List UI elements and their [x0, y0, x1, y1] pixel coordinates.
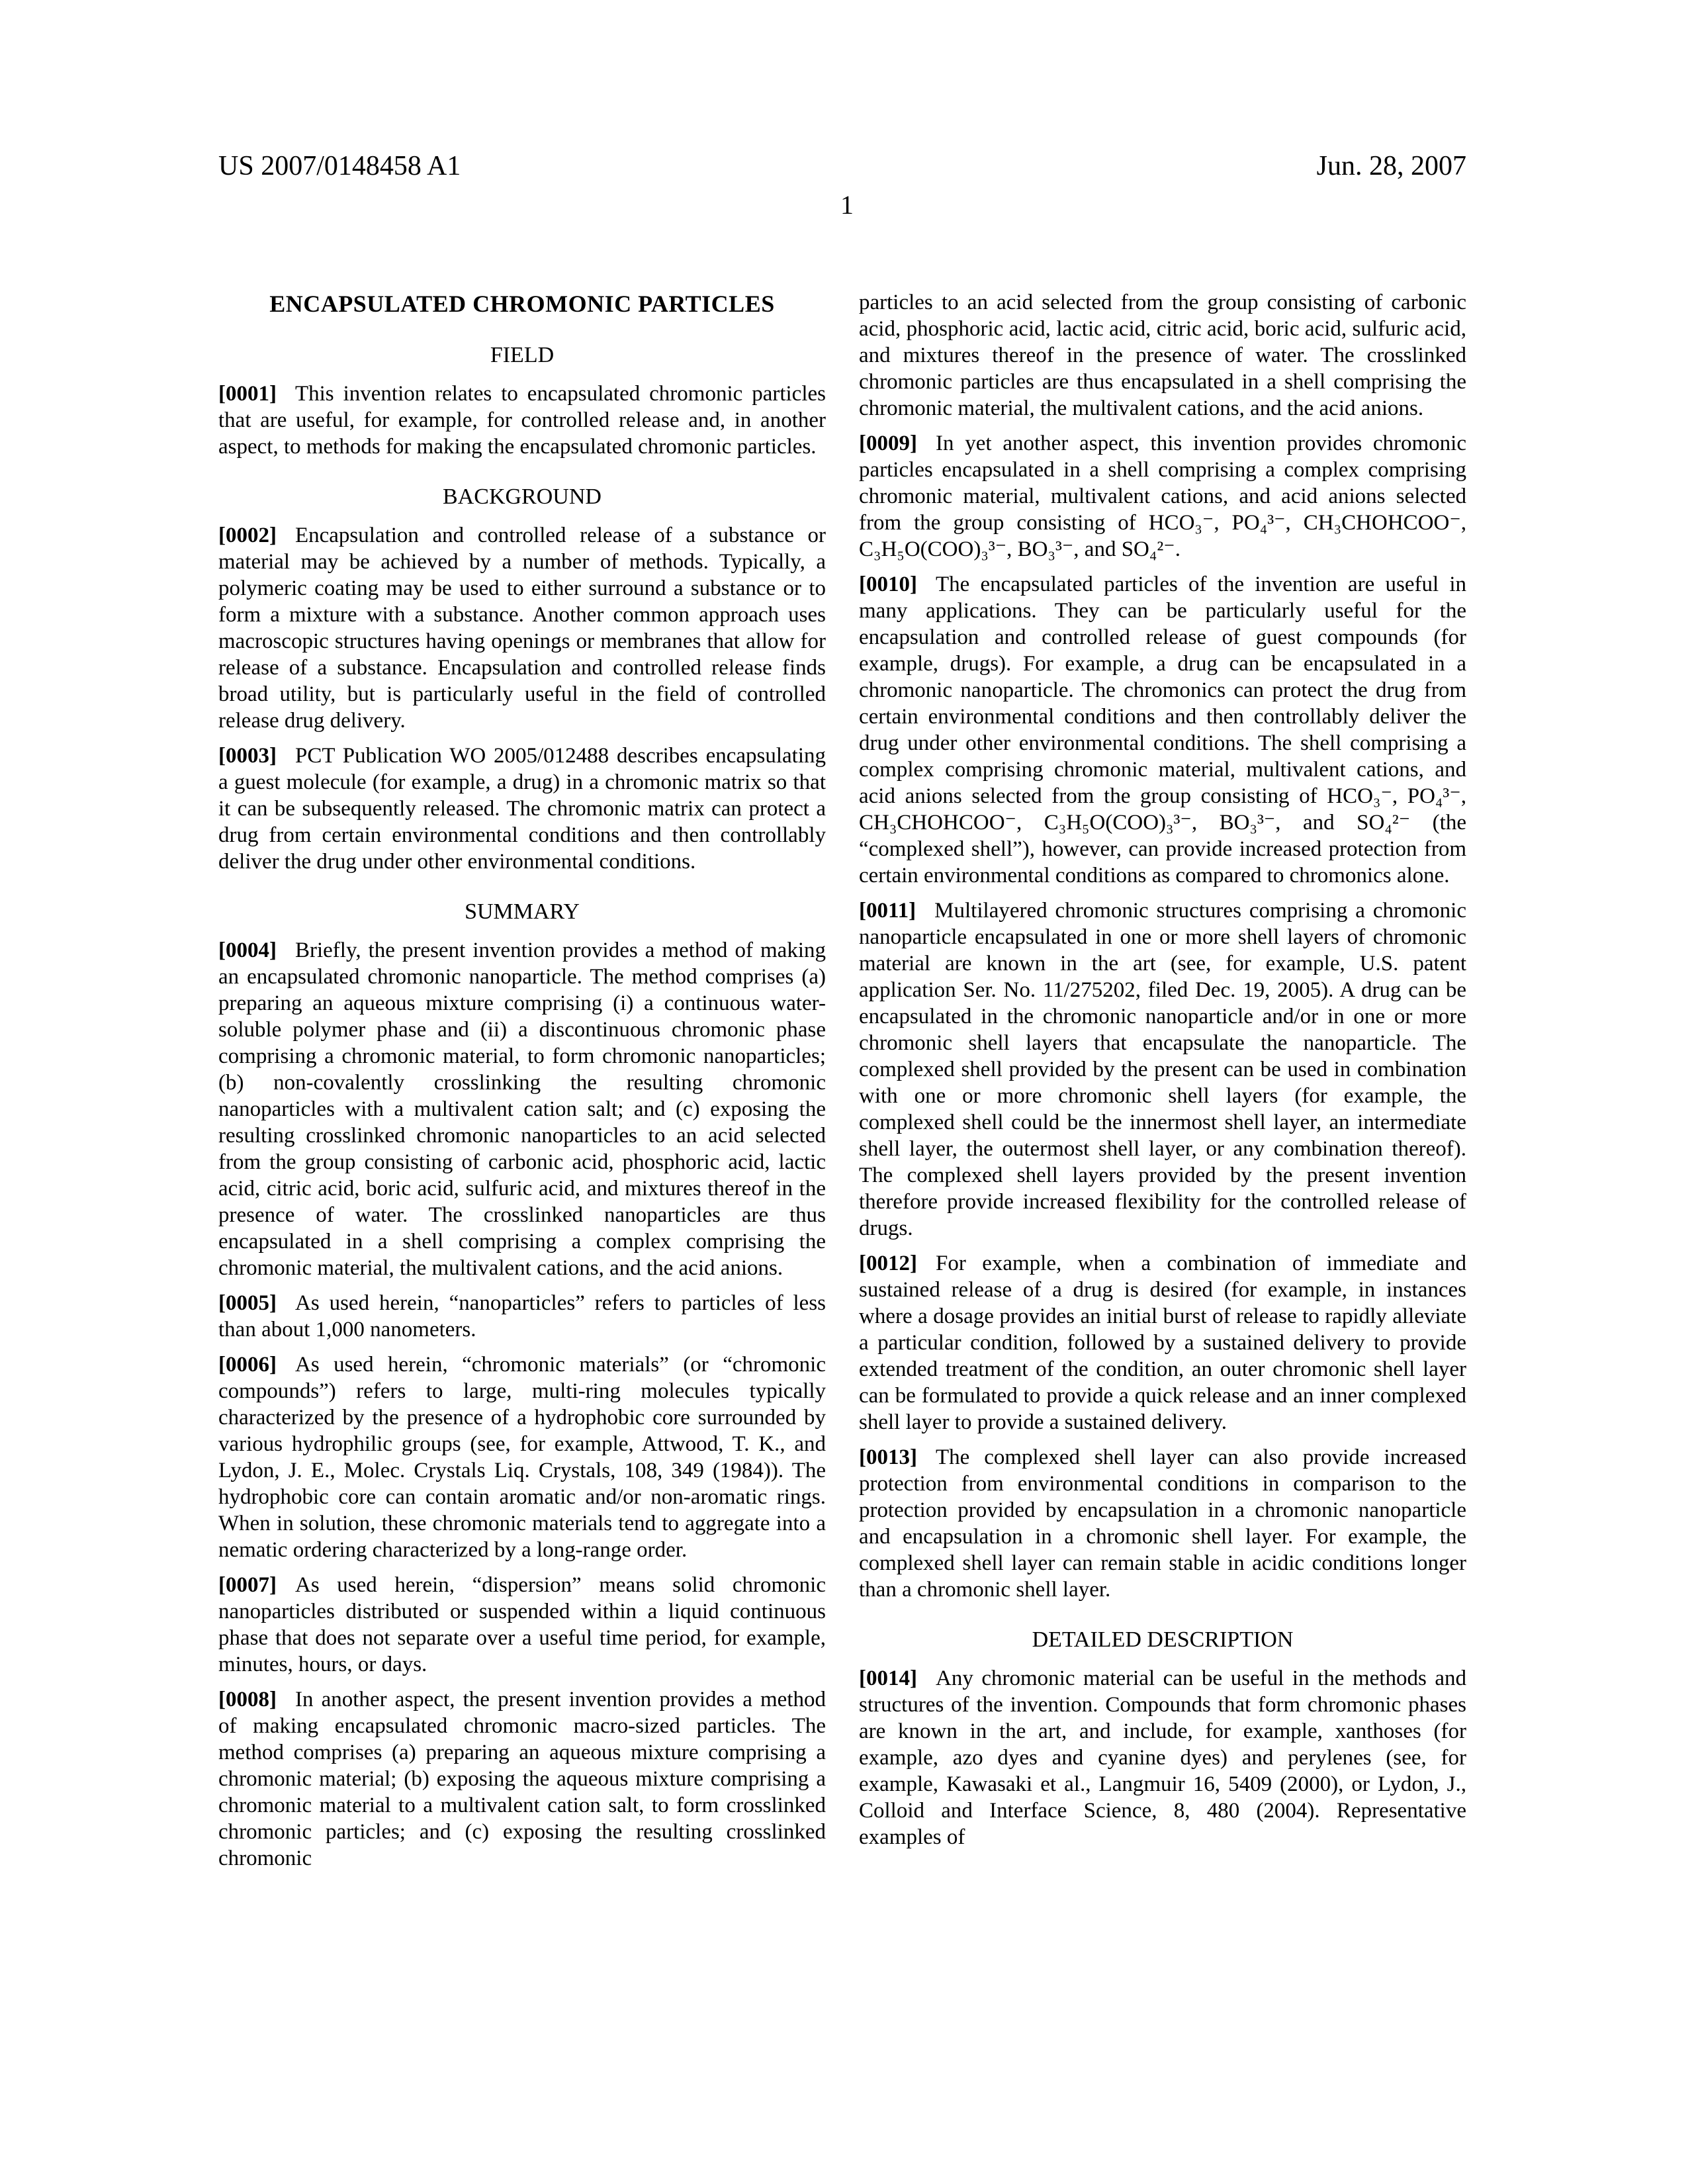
paragraph-text: As used herein, “nanoparticles” refers to particles of less than about 1,000 nanometers.: [218, 1291, 826, 1342]
paragraph-0003: [218, 743, 826, 875]
paragraph-text: This invention relates to encapsulated chromonic particles that are useful, for example, for controlled release and, in another aspect, to methods for making the encapsulated chromonic particles.: [218, 382, 826, 459]
paragraph-text: Any chromonic material can be useful in the methods and structures of the invention. Compounds that form chromonic phases are known in the art, and include, for example, xanthoses (for example, azo dyes and cyanine dyes) and perylenes (see, for example, Kawasaki et al., Langmuir 16, 5409 (2000), or Lydon, J., Colloid and Interface Science, 8, 480 (2004). Representative examples of: [859, 1666, 1466, 1849]
paragraph-text: In another aspect, the present invention provides a method of making encapsulated chromonic macro-sized particles. The method comprises (a) preparing an aqueous mixture comprising a chromonic material; (b) exposing the aqueous mixture comprising a chromonic material to a multivalent cation salt, to form crosslinked chromonic particles; and (c) exposing the resulting crosslinked chromonic: [218, 1688, 826, 1870]
paragraph-text: In yet another aspect, this invention provides chromonic particles encapsulated in a shell comprising a complex comprising chromonic material, multivalent cations, and acid anions selected from the group consisting of HCO₃⁻, PO₄³⁻, CH₃CHOHCOO⁻, C₃H₅O(COO)₃³⁻, BO₃³⁻, and SO₄²⁻.: [859, 432, 1466, 561]
paragraph-0009: [859, 430, 1466, 563]
paragraph-number: [0005]: [218, 1291, 277, 1315]
paragraph-0006: [218, 1351, 826, 1563]
paragraph-number: [0004]: [218, 938, 277, 962]
paragraph-0012: [859, 1250, 1466, 1435]
paragraph-number: [0002]: [218, 523, 277, 547]
paragraph-0013: [859, 1444, 1466, 1603]
paragraph-text: Briefly, the present invention provides a method of making an encapsulated chromonic nanoparticle. The method comprises (a) preparing an aqueous mixture comprising (i) a continuous water-soluble polymer phase and (ii) a discontinuous chromonic phase comprising a chromonic material, to form chromonic nanoparticles; (b) non-covalently crosslinking the resulting chromonic nanoparticles with a multivalent cation salt; and (c) exposing the resulting crosslinked chromonic nanoparticles to an acid selected from the group consisting of carbonic acid, phosphoric acid, lactic acid, citric acid, boric acid, sulfuric acid, and mixtures thereof in the presence of water. The crosslinked nanoparticles are thus encapsulated in a shell comprising a complex comprising the chromonic material, the multivalent cations, and the acid anions.: [218, 938, 826, 1280]
paragraph-0004: [218, 937, 826, 1281]
paragraph-0010: [859, 571, 1466, 889]
paragraph-text: The encapsulated particles of the invention are useful in many applications. They can be particularly useful for the encapsulation and controlled release of guest compounds (for example, drugs). For example, a drug can be encapsulated in a chromonic nanoparticle. The chromonics can protect the drug from certain environmental conditions and then controllably deliver the drug under other environmental conditions. The shell comprising a complex comprising chromonic material, multivalent cations, and acid anions selected from the group consisting of HCO₃⁻, PO₄³⁻, CH₃CHOHCOO⁻, C₃H₅O(COO)₃³⁻, BO₃³⁻, and SO₄²⁻ (the “complexed shell”), however, can provide increased protection from certain environmental conditions as compared to chromonics alone.: [859, 572, 1466, 887]
paragraph-continuation: [859, 289, 1466, 422]
paragraph-number: [0006]: [218, 1353, 277, 1377]
paragraph-text: Multilayered chromonic structures comprising a chromonic nanoparticle encapsulated in one or more shell layers of chromonic material are known in the art (see, for example, U.S. patent application Ser. No. 11/275202, filed Dec. 19, 2005). A drug can be encapsulated in the chromonic nanoparticle and/or in one or more chromonic shell layers that encapsulate the nanoparticle. The complexed shell provided by the present can be used in combination with one or more chromonic shell layers (for example, the complexed shell could be the innermost shell layer, an intermediate shell layer, the outermost shell layer, or any combination thereof). The complexed shell layers provided by the present invention therefore provide increased flexibility for the controlled release of drugs.: [859, 899, 1466, 1240]
paragraph-number: [0008]: [218, 1688, 277, 1711]
paragraph-number: [0010]: [859, 572, 917, 596]
paragraph-number: [0001]: [218, 382, 277, 406]
page-number: 1: [840, 190, 854, 220]
paragraph-0001: [218, 381, 826, 460]
section-heading-background: BACKGROUND: [443, 484, 602, 509]
section-heading-field: FIELD: [490, 343, 555, 367]
paragraph-text: For example, when a combination of immediate and sustained release of a drug is desired (for example, in instances where a dosage provides an initial burst of release to rapidly alleviate a particular condition, followed by a sustained delivery to provide extended treatment of the condition, an outer chromonic shell layer can be formulated to provide a quick release and an inner complexed shell layer to provide a sustained delivery.: [859, 1251, 1466, 1434]
paragraph-0008: [218, 1686, 826, 1872]
paragraph-0011: [859, 897, 1466, 1242]
paragraph-0014: [859, 1665, 1466, 1850]
paragraph-text: particles to an acid selected from the group consisting of carbonic acid, phosphoric acid, lactic acid, citric acid, boric acid, sulfuric acid, and mixtures thereof in the presence of water. The crosslinked chromonic particles are thus encapsulated in a shell comprising the chromonic material, the multivalent cations, and the acid anions.: [859, 291, 1466, 420]
paragraph-text: Encapsulation and controlled release of a substance or material may be achieved by a number of methods. Typically, a polymeric coating may be used to either surround a substance or to form a mixture with a substance. Another common approach uses macroscopic structures having openings or membranes that allow for release of a substance. Encapsulation and controlled release finds broad utility, but is particularly useful in the field of controlled release drug delivery.: [218, 523, 826, 733]
publication-number: US 2007/0148458 A1: [218, 151, 461, 181]
paragraph-number: [0012]: [859, 1251, 917, 1275]
paragraph-number: [0011]: [859, 899, 916, 923]
paragraph-text: PCT Publication WO 2005/012488 describes encapsulating a guest molecule (for example, a drug) in a chromonic matrix so that it can be subsequently released. The chromonic matrix can protect a drug from certain environmental conditions and then controllably deliver the drug under other environmental conditions.: [218, 744, 826, 874]
paragraph-number: [0009]: [859, 432, 917, 455]
patent-title: ENCAPSULATED CHROMONIC PARTICLES: [269, 291, 775, 317]
paragraph-number: [0013]: [859, 1445, 917, 1469]
paragraph-text: As used herein, “dispersion” means solid chromonic nanoparticles distributed or suspended within a liquid continuous phase that does not separate over a useful time period, for example, minutes, hours, or days.: [218, 1573, 826, 1676]
column-left: [218, 289, 826, 1880]
paragraph-0007: [218, 1572, 826, 1678]
paragraph-number: [0003]: [218, 744, 277, 768]
section-heading-summary: SUMMARY: [465, 899, 580, 924]
paragraph-text: The complexed shell layer can also provide increased protection from environmental conditions in comparison to the protection provided by encapsulation in a chromonic nanoparticle and encapsulation in a chromonic shell layer. For example, the complexed shell layer can remain stable in acidic conditions longer than a chromonic shell layer.: [859, 1445, 1466, 1602]
paragraph-text: As used herein, “chromonic materials” (or “chromonic compounds”) refers to large, multi-ring molecules typically characterized by the presence of a hydrophobic core surrounded by various hydrophilic groups (see, for example, Attwood, T. K., and Lydon, J. E., Molec. Crystals Liq. Crystals, 108, 349 (1984)). The hydrophobic core can contain aromatic and/or non-aromatic rings. When in solution, these chromonic materials tend to aggregate into a nematic ordering characterized by a long-range order.: [218, 1353, 826, 1562]
paragraph-number: [0014]: [859, 1666, 917, 1690]
paragraph-0002: [218, 522, 826, 734]
column-right: [859, 289, 1466, 1859]
paragraph-0005: [218, 1290, 826, 1343]
paragraph-number: [0007]: [218, 1573, 277, 1597]
section-heading-detailed-description: DETAILED DESCRIPTION: [1032, 1627, 1294, 1652]
publication-date: Jun. 28, 2007: [1316, 151, 1466, 181]
